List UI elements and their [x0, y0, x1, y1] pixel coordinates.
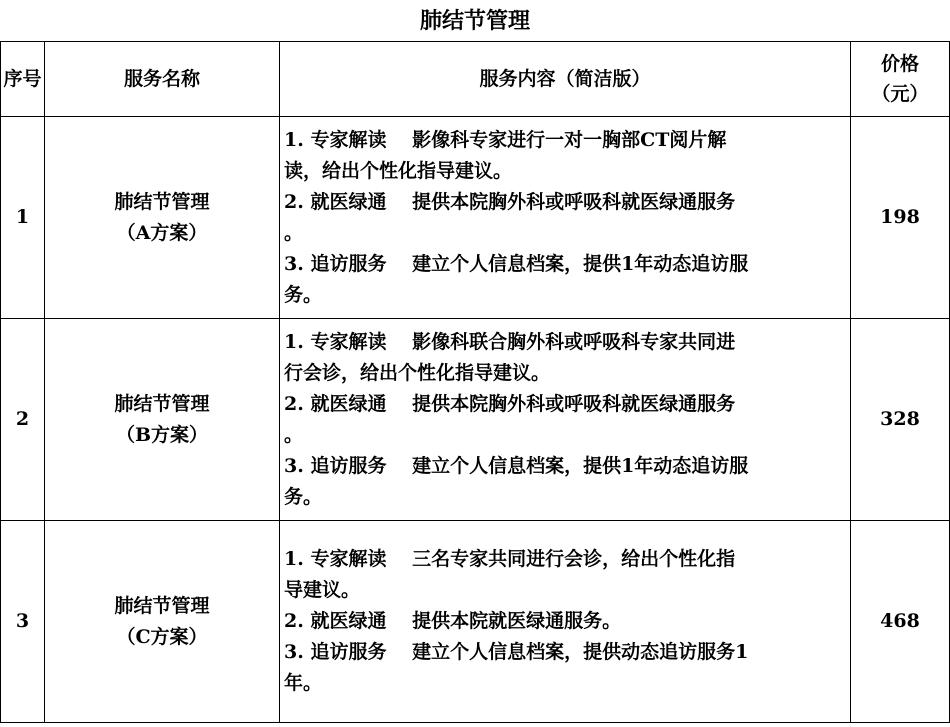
- row-service-content: [280, 117, 851, 319]
- content-line: 3. 追访服务 建立个人信息档案，提供动态追访服务1: [284, 641, 749, 663]
- header-content: 服务内容（简洁版）: [280, 42, 851, 117]
- content-line: 1. 专家解读 影像科联合胸外科或呼吸科专家共同进: [284, 330, 736, 353]
- content-line: 务。: [284, 283, 323, 306]
- header-name: 服务名称: [45, 42, 280, 117]
- header-price-line1: 价格: [880, 53, 919, 75]
- header-num: 序号: [1, 42, 45, 117]
- table-row: [1, 117, 950, 319]
- content-line: 2. 就医绿通 提供本院胸外科或呼吸科就医绿通服务: [284, 392, 736, 415]
- content-line: 3. 追访服务 建立个人信息档案，提供1年动态追访服: [284, 252, 749, 275]
- service-name-line1: 肺结节管理: [114, 594, 210, 617]
- row-service-content: [280, 319, 851, 521]
- row-service-content: [280, 521, 851, 723]
- row-service-name: [45, 521, 280, 723]
- document-title: 肺结节管理: [419, 8, 530, 34]
- table-header-row: [1, 42, 950, 117]
- content-line: 。: [284, 221, 304, 244]
- content-line: 3. 追访服务 建立个人信息档案，提供1年动态追访服: [284, 454, 749, 477]
- content-line: 2. 就医绿通 提供本院胸外科或呼吸科就医绿通服务: [284, 190, 736, 213]
- row-num: 3: [1, 521, 45, 723]
- row-price: 198: [851, 117, 950, 319]
- content-line: 年。: [284, 672, 323, 694]
- table-row: [1, 319, 950, 521]
- row-num: 1: [1, 117, 45, 319]
- service-name-line2: （C方案）: [116, 625, 208, 648]
- service-name-line2: （B方案）: [115, 423, 209, 446]
- content-line: 。: [284, 423, 304, 446]
- content-line: 读，给出个性化指导建议。: [284, 159, 513, 182]
- content-line: 务。: [284, 485, 323, 508]
- header-price: [851, 42, 950, 117]
- row-service-name: [45, 117, 280, 319]
- content-line: 2. 就医绿通 提供本院就医绿通服务。: [284, 610, 622, 632]
- service-table: [0, 41, 950, 723]
- table-row: [1, 521, 950, 723]
- row-price: 328: [851, 319, 950, 521]
- content-line: 行会诊，给出个性化指导建议。: [284, 361, 551, 384]
- row-service-name: [45, 319, 280, 521]
- row-price: 468: [851, 521, 950, 723]
- row-num: 2: [1, 319, 45, 521]
- service-name-line1: 肺结节管理: [114, 190, 210, 213]
- service-name-line2: （A方案）: [116, 221, 208, 244]
- service-name-line1: 肺结节管理: [114, 392, 210, 415]
- content-line: 1. 专家解读 影像科专家进行一对一胸部CT阅片解: [284, 128, 727, 151]
- header-price-line2: （元）: [871, 83, 929, 105]
- content-line: 导建议。: [284, 579, 361, 601]
- content-line: 1. 专家解读 三名专家共同进行会诊，给出个性化指: [284, 548, 736, 570]
